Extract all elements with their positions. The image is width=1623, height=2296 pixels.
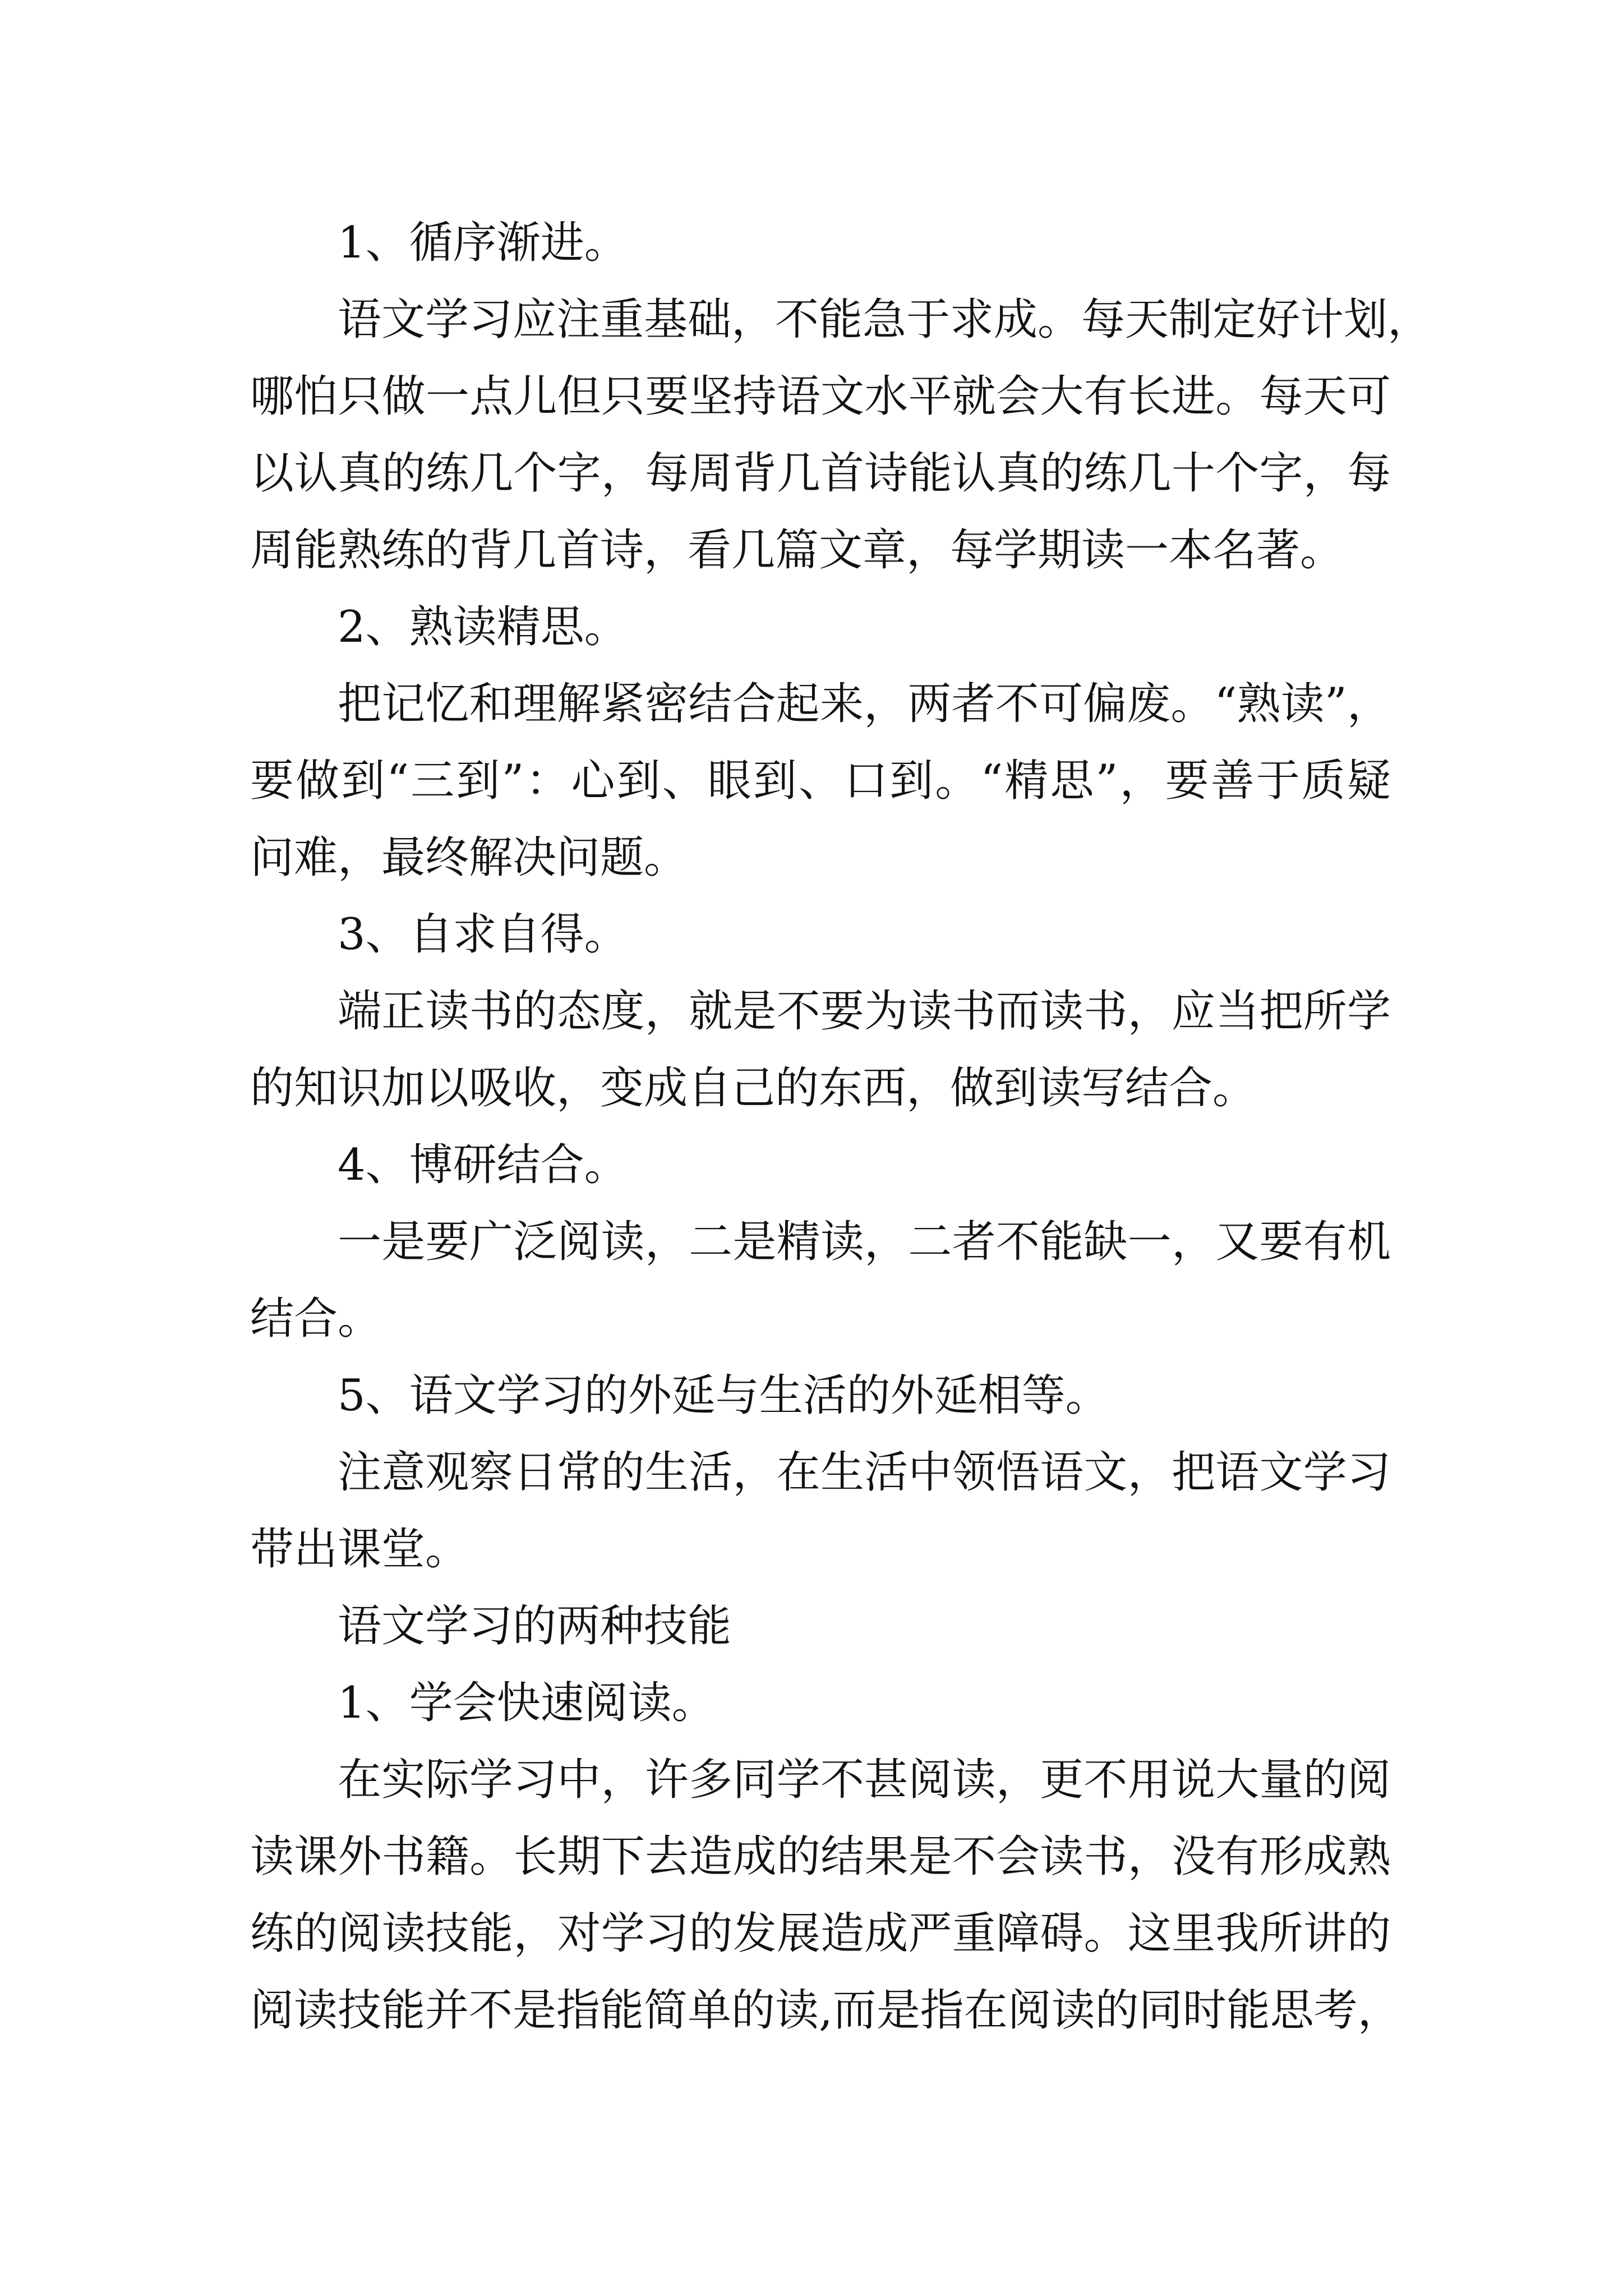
paragraph-line: 以认真的练几个字，每周背几首诗能认真的练几十个字，每	[250, 448, 1391, 499]
paragraph-line: 带出课堂。	[250, 1524, 469, 1575]
paragraph-line: 哪怕只做一点儿但只要坚持语文水平就会大有长进。每天可	[250, 371, 1391, 422]
paragraph-line: 把记忆和理解紧密结合起来，两者不可偏废。“熟读”，	[338, 679, 1391, 729]
paragraph-line: 注意观察日常的生活，在生活中领悟语文，把语文学习	[338, 1447, 1391, 1498]
paragraph-line: 要做到“三到”：心到、眼到、口到。“精思”，要善于质疑	[250, 756, 1391, 806]
item-heading-1: 1、循序渐进。	[338, 218, 628, 268]
paragraph-line: 的知识加以吸收，变成自己的东西，做到读写结合。	[250, 1063, 1257, 1114]
paragraph-line: 阅读技能并不是指能简单的读,而是指在阅读的同时能思考，	[250, 1985, 1401, 2036]
paragraph-line: 问难，最终解决问题。	[250, 832, 688, 883]
paragraph-line: 端正读书的态度，就是不要为读书而读书，应当把所学	[338, 986, 1391, 1037]
paragraph-line: 在实际学习中，许多同学不甚阅读，更不用说大量的阅	[338, 1755, 1391, 1805]
section-title: 语文学习的两种技能	[338, 1601, 732, 1651]
item-heading-5: 5、语文学习的外延与生活的外延相等。	[338, 1370, 1109, 1421]
paragraph-line: 语文学习应注重基础，不能急于求成。每天制定好计划，	[338, 295, 1432, 345]
paragraph-line: 读课外书籍。长期下去造成的结果是不会读书，没有形成熟	[250, 1832, 1391, 1882]
paragraph-line: 练的阅读技能，对学习的发展造成严重障碍。这里我所讲的	[250, 1908, 1391, 1959]
item-heading-6: 1、学会快速阅读。	[338, 1678, 716, 1728]
item-heading-3: 3、自求自得。	[338, 909, 628, 960]
item-heading-2: 2、熟读精思。	[338, 602, 628, 652]
paragraph-line: 周能熟练的背几首诗，看几篇文章，每学期读一本名著。	[250, 525, 1344, 576]
document-body	[250, 205, 1432, 2049]
paragraph-line: 一是要广泛阅读，二是精读，二者不能缺一，又要有机	[338, 1217, 1391, 1267]
item-heading-4: 4、博研结合。	[338, 1140, 628, 1190]
paragraph-line: 结合。	[250, 1294, 382, 1344]
